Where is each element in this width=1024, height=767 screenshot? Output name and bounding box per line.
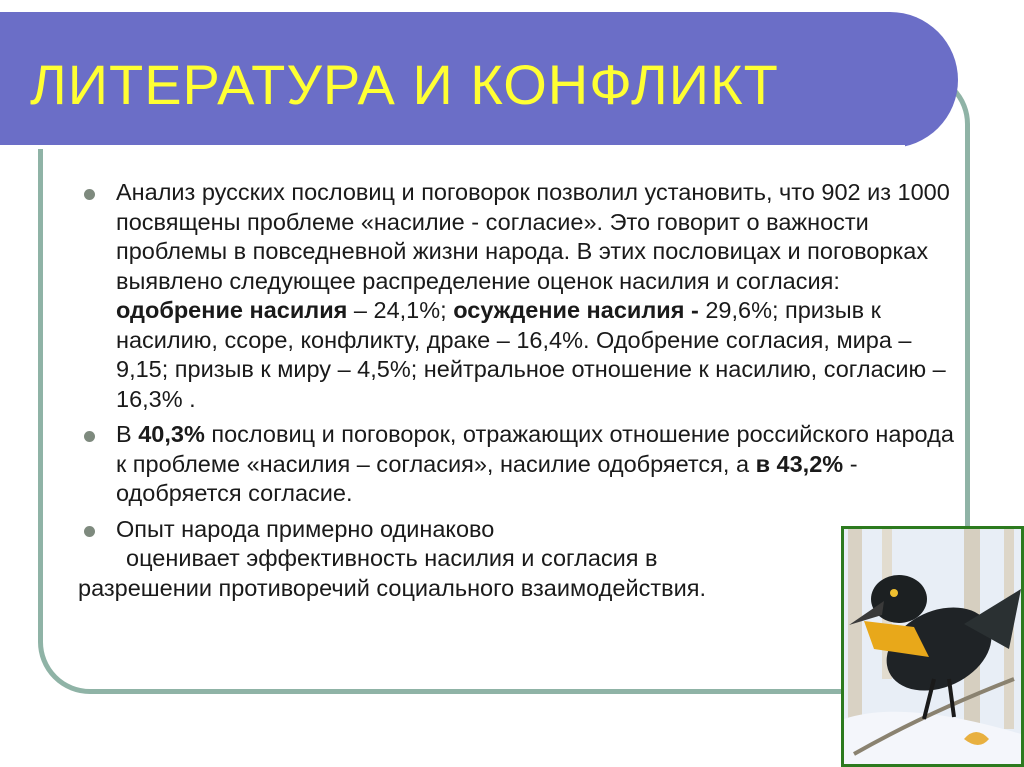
bullet-2-bold-b: в 43,2% [755,450,844,477]
bullet-3-line-3: разрешении противоречий социального взаимодействия. [78,574,706,601]
bullet-dot-icon [84,526,95,537]
bullet-dot-icon [84,189,95,200]
bullet-1-bold-a: одобрение насилия [116,297,348,323]
bullet-1-text-a: Анализ русских пословиц и поговорок позволил установить, что 902 из 1000 посвящены проблеме «насилие - согласие». Это говорит о важности проблемы в повседневной жизни народа. В этих пословицах и поговорках выявлено следующее распределение оценок насилия и согласия: [116,179,950,294]
bullet-3-line-2: оценивает эффективность насилия и согласия в [126,545,658,571]
bullet-2-bold-a: 40,3% [138,421,205,447]
bullet-item-3 [78,515,958,604]
bullet-2-text-a: В [116,421,139,447]
bullet-2-text-b: пословиц и поговорок, отражающих отношение российского народа к проблеме «насилия – согласия», насилие одобряется, а [116,421,954,477]
title-banner [0,12,958,148]
slide-title: ЛИТЕРАТУРА И КОНФЛИКТ [30,53,779,116]
title-underline [0,145,905,149]
bullet-dot-icon [84,431,95,442]
bullet-item-1 [78,178,958,414]
bullet-1-text-c: 29,6%; призыв к насилию, ссоре, конфликту, драке – 16,4%. Одобрение согласия, мира – 9,15; призыв к миру – 4,5%; нейтральное отношение к насилию, согласию – 16,3% . [116,297,946,412]
crow-with-cheese-icon [841,526,1024,767]
bullet-item-2 [78,420,958,509]
bullet-3-line-1: Опыт народа примерно одинаково [116,515,495,542]
bullet-1-bold-b: осуждение насилия - [453,297,699,323]
bullet-1-text-b: – 24,1%; [347,297,454,323]
bullet-2-text-c: - одобряется согласие. [116,450,858,506]
slide-content [78,178,958,609]
